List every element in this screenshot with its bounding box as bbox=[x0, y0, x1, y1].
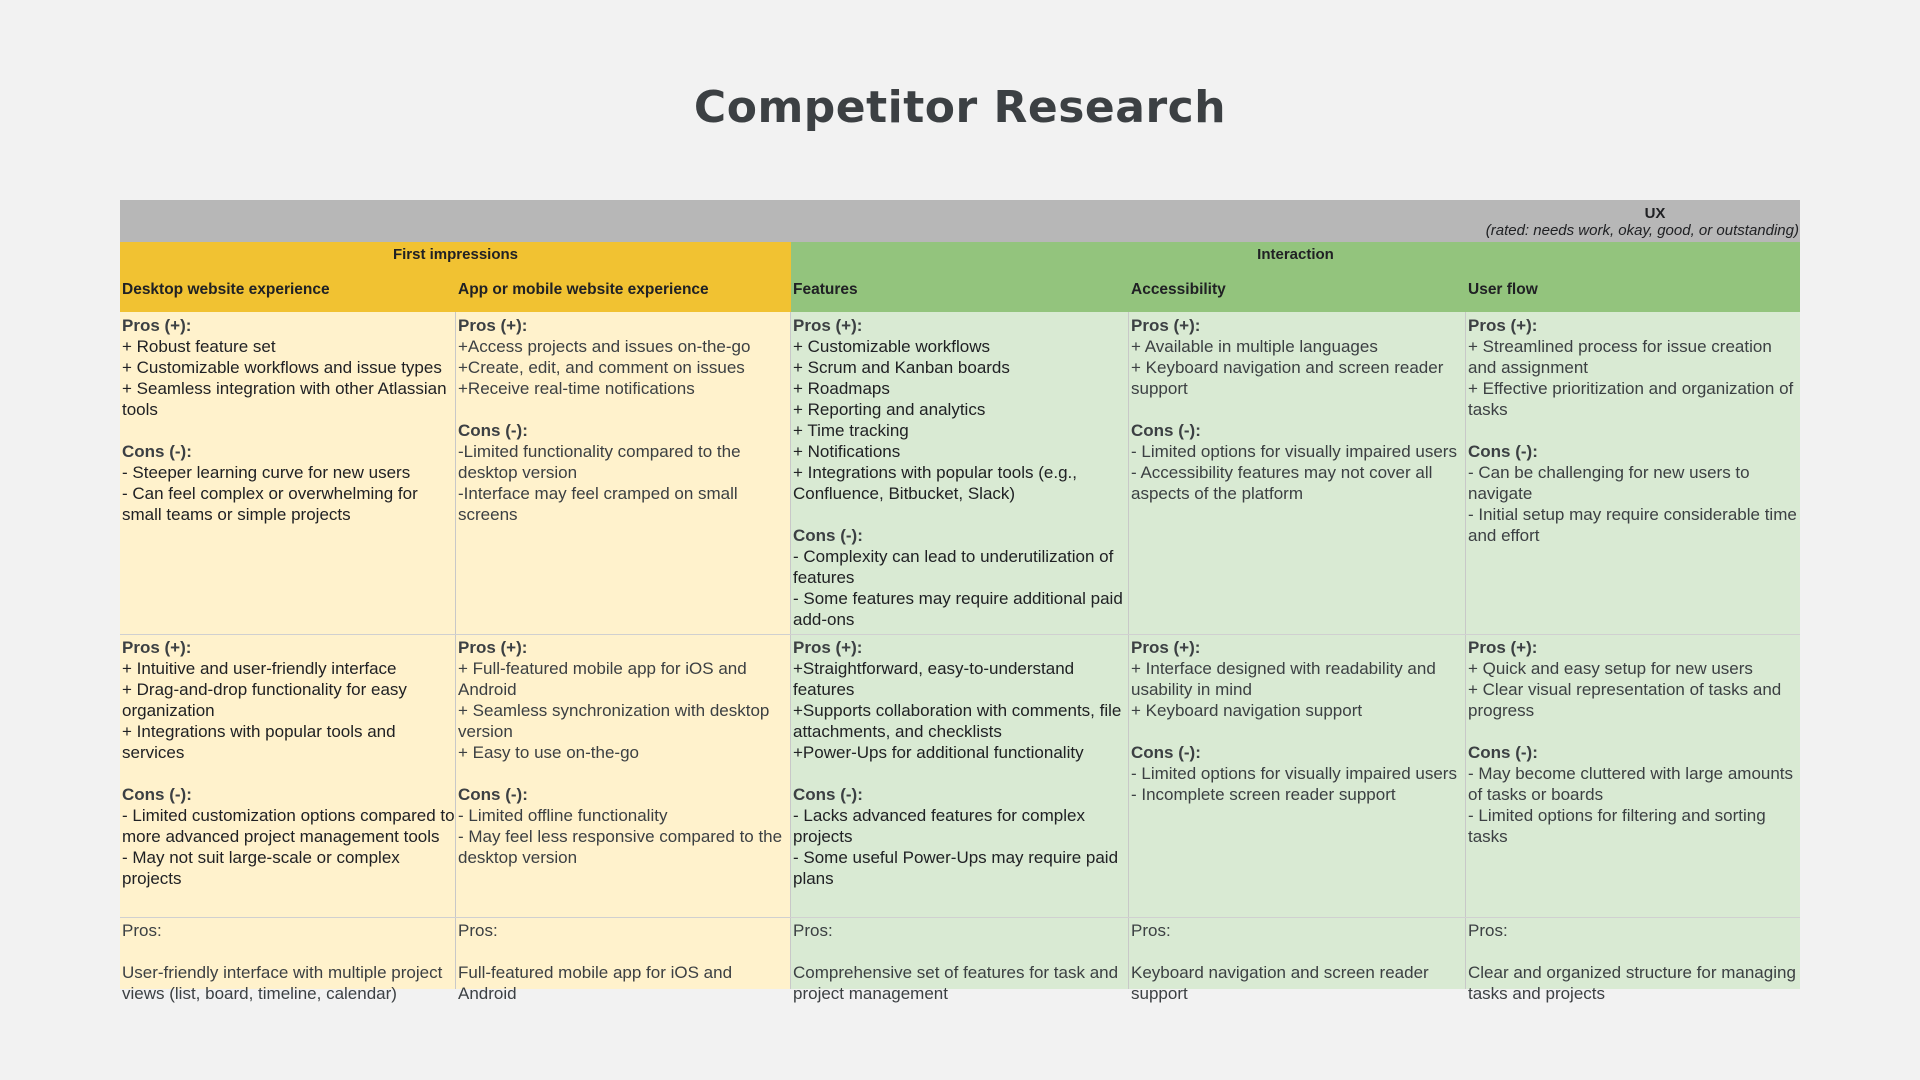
pros-label: Pros (+): bbox=[1131, 638, 1201, 657]
table-cell-accessibility[interactable] bbox=[1129, 312, 1466, 634]
pros-label: Pros (+): bbox=[1468, 316, 1538, 335]
pros-item: + Keyboard navigation support bbox=[1131, 701, 1363, 720]
cons-item: - Can feel complex or overwhelming for small teams or simple projects bbox=[122, 484, 418, 524]
cons-item: - Can be challenging for new users to navigate bbox=[1468, 463, 1750, 503]
pros-item: + Drag-and-drop functionality for easy organization bbox=[122, 680, 407, 720]
column-header-row bbox=[120, 268, 1800, 312]
pros-label: Pros (+): bbox=[1131, 316, 1201, 335]
pros-item: +Power-Ups for additional functionality bbox=[793, 743, 1084, 762]
spacer bbox=[1131, 721, 1466, 742]
group-interaction[interactable] bbox=[791, 242, 1800, 268]
pros-item: + Intuitive and user-friendly interface bbox=[122, 659, 397, 678]
spacer bbox=[1468, 721, 1800, 742]
pros-item: Keyboard navigation and screen reader support bbox=[1131, 963, 1429, 1003]
pros-item: + Clear visual representation of tasks and progress bbox=[1468, 680, 1782, 720]
pros-item: + Reporting and analytics bbox=[793, 400, 986, 419]
spacer bbox=[1131, 399, 1466, 420]
cons-item: - Initial setup may require considerable time and effort bbox=[1468, 505, 1797, 545]
cons-label: Cons (-): bbox=[122, 785, 192, 804]
pros-item: + Customizable workflows and issue types bbox=[122, 358, 442, 377]
spacer bbox=[1131, 941, 1466, 962]
cons-item: - May become cluttered with large amounts of tasks or boards bbox=[1468, 764, 1794, 804]
pros-item: + Interface designed with readability and usability in mind bbox=[1131, 659, 1436, 699]
cons-item: - Limited options for visually impaired users bbox=[1131, 764, 1457, 783]
pros-label: Pros (+): bbox=[122, 638, 192, 657]
table-cell-mobile[interactable] bbox=[456, 917, 791, 1003]
spacer bbox=[122, 941, 456, 962]
page-title: Competitor Research bbox=[693, 82, 1227, 133]
pros-label: Pros (+): bbox=[122, 316, 192, 335]
pros-label: Pros: bbox=[122, 921, 162, 940]
spacer bbox=[1468, 420, 1800, 441]
table-cell-features[interactable] bbox=[791, 312, 1129, 634]
column-header-features[interactable]: Features bbox=[791, 268, 1129, 312]
ux-header-title: UX bbox=[1644, 205, 1666, 222]
cons-item: - Incomplete screen reader support bbox=[1131, 785, 1396, 804]
pros-label: Pros (+): bbox=[793, 638, 863, 657]
table-cell-accessibility[interactable] bbox=[1129, 634, 1466, 917]
pros-item: + Scrum and Kanban boards bbox=[793, 358, 1010, 377]
pros-item: + Quick and easy setup for new users bbox=[1468, 659, 1753, 678]
cons-item: - Limited options for visually impaired users bbox=[1131, 442, 1457, 461]
pros-item: + Streamlined process for issue creation and assignment bbox=[1468, 337, 1772, 377]
cons-item: - Limited offline functionality bbox=[458, 806, 668, 825]
table-cell-desktop[interactable] bbox=[120, 634, 456, 917]
cons-item: - Some useful Power-Ups may require paid plans bbox=[793, 848, 1119, 888]
spacer bbox=[458, 763, 791, 784]
spacer bbox=[458, 941, 791, 962]
cons-item: - Some features may require additional paid add-ons bbox=[793, 589, 1123, 629]
pros-item: + Time tracking bbox=[793, 421, 909, 440]
cons-item: - May feel less responsive compared to the desktop version bbox=[458, 827, 783, 867]
pros-item: +Create, edit, and comment on issues bbox=[458, 358, 745, 377]
spacer bbox=[122, 763, 456, 784]
pros-label: Pros: bbox=[1131, 921, 1171, 940]
table-cell-features[interactable] bbox=[791, 917, 1129, 1003]
column-divider bbox=[790, 312, 791, 989]
cons-label: Cons (-): bbox=[793, 526, 863, 545]
pros-item: Full-featured mobile app for iOS and Android bbox=[458, 963, 733, 1003]
pros-item: + Full-featured mobile app for iOS and Android bbox=[458, 659, 747, 699]
pros-item: + Effective prioritization and organization of tasks bbox=[1468, 379, 1794, 419]
spacer bbox=[122, 420, 456, 441]
pros-item: + Integrations with popular tools (e.g., Confluence, Bitbucket, Slack) bbox=[793, 463, 1077, 503]
table-cell-user-flow[interactable] bbox=[1466, 312, 1800, 634]
pros-label: Pros: bbox=[458, 921, 498, 940]
pros-item: User-friendly interface with multiple project views (list, board, timeline, calendar) bbox=[122, 963, 443, 1003]
pros-item: +Straightforward, easy-to-understand features bbox=[793, 659, 1075, 699]
cons-label: Cons (-): bbox=[793, 785, 863, 804]
cons-item: -Interface may feel cramped on small screens bbox=[458, 484, 738, 524]
cons-label: Cons (-): bbox=[122, 442, 192, 461]
cons-label: Cons (-): bbox=[1131, 421, 1201, 440]
row-divider bbox=[120, 634, 1800, 635]
pros-label: Pros (+): bbox=[458, 316, 528, 335]
cons-item: - Limited options for filtering and sorting tasks bbox=[1468, 806, 1766, 846]
row-divider bbox=[120, 917, 1800, 918]
pros-item: +Supports collaboration with comments, file attachments, and checklists bbox=[793, 701, 1122, 741]
pros-item: + Keyboard navigation and screen reader support bbox=[1131, 358, 1444, 398]
table-cell-mobile[interactable] bbox=[456, 634, 791, 917]
pros-label: Pros (+): bbox=[458, 638, 528, 657]
cons-label: Cons (-): bbox=[458, 785, 528, 804]
pros-item: + Integrations with popular tools and services bbox=[122, 722, 396, 762]
cons-item: -Limited functionality compared to the desktop version bbox=[458, 442, 741, 482]
cons-item: - Steeper learning curve for new users bbox=[122, 463, 411, 482]
table-cell-desktop[interactable] bbox=[120, 312, 456, 634]
spacer bbox=[793, 941, 1129, 962]
cons-item: - May not suit large-scale or complex projects bbox=[122, 848, 400, 888]
cons-item: - Complexity can lead to underutilization of features bbox=[793, 547, 1114, 587]
spacer bbox=[458, 399, 791, 420]
pros-item: Clear and organized structure for managing tasks and projects bbox=[1468, 963, 1796, 1003]
spacer bbox=[793, 763, 1129, 784]
cons-item: - Limited customization options compared to more advanced project management tools bbox=[122, 806, 455, 846]
cons-item: - Accessibility features may not cover all aspects of the platform bbox=[1131, 463, 1433, 503]
pros-item: + Seamless synchronization with desktop version bbox=[458, 701, 770, 741]
pros-item: + Robust feature set bbox=[122, 337, 276, 356]
spacer bbox=[1468, 941, 1800, 962]
column-header-user-flow[interactable]: User flow bbox=[1466, 268, 1800, 312]
pros-item: + Roadmaps bbox=[793, 379, 890, 398]
pros-item: + Easy to use on-the-go bbox=[458, 743, 639, 762]
group-label: First impressions bbox=[392, 246, 519, 263]
table-cell-desktop[interactable] bbox=[120, 917, 456, 1003]
pros-label: Pros (+): bbox=[793, 316, 863, 335]
cons-label: Cons (-): bbox=[458, 421, 528, 440]
spacer bbox=[793, 504, 1129, 525]
column-header-desktop[interactable]: Desktop website experience bbox=[120, 268, 456, 312]
pros-label: Pros: bbox=[1468, 921, 1508, 940]
cons-item: - Lacks advanced features for complex projects bbox=[793, 806, 1085, 846]
column-divider bbox=[1128, 312, 1129, 989]
pros-label: Pros: bbox=[793, 921, 833, 940]
table-cell-features[interactable] bbox=[791, 634, 1129, 917]
column-divider bbox=[1465, 312, 1466, 989]
column-header-accessibility[interactable]: Accessibility bbox=[1129, 268, 1466, 312]
pros-item: Comprehensive set of features for task and project management bbox=[793, 963, 1119, 1003]
pros-item: + Available in multiple languages bbox=[1131, 337, 1378, 356]
pros-item: +Access projects and issues on-the-go bbox=[458, 337, 751, 356]
column-header-mobile[interactable]: App or mobile website experience bbox=[456, 268, 791, 312]
cons-label: Cons (-): bbox=[1468, 442, 1538, 461]
ux-header bbox=[120, 200, 1800, 242]
table-cell-mobile[interactable] bbox=[456, 312, 791, 634]
table-cell-accessibility[interactable] bbox=[1129, 917, 1466, 1003]
pros-item: + Seamless integration with other Atlassian tools bbox=[122, 379, 447, 419]
spreadsheet-table bbox=[120, 200, 1800, 1003]
pros-item: + Customizable workflows bbox=[793, 337, 990, 356]
table-cell-user-flow[interactable] bbox=[1466, 917, 1800, 1003]
group-label: Interaction bbox=[1257, 246, 1334, 263]
pros-item: + Notifications bbox=[793, 442, 901, 461]
group-first-impressions[interactable] bbox=[120, 242, 791, 268]
cons-label: Cons (-): bbox=[1131, 743, 1201, 762]
pros-label: Pros (+): bbox=[1468, 638, 1538, 657]
cons-label: Cons (-): bbox=[1468, 743, 1538, 762]
column-divider bbox=[455, 312, 456, 989]
table-cell-user-flow[interactable] bbox=[1466, 634, 1800, 917]
pros-item: +Receive real-time notifications bbox=[458, 379, 695, 398]
ux-header-subtitle: (rated: needs work, okay, good, or outstanding) bbox=[1485, 222, 1799, 239]
